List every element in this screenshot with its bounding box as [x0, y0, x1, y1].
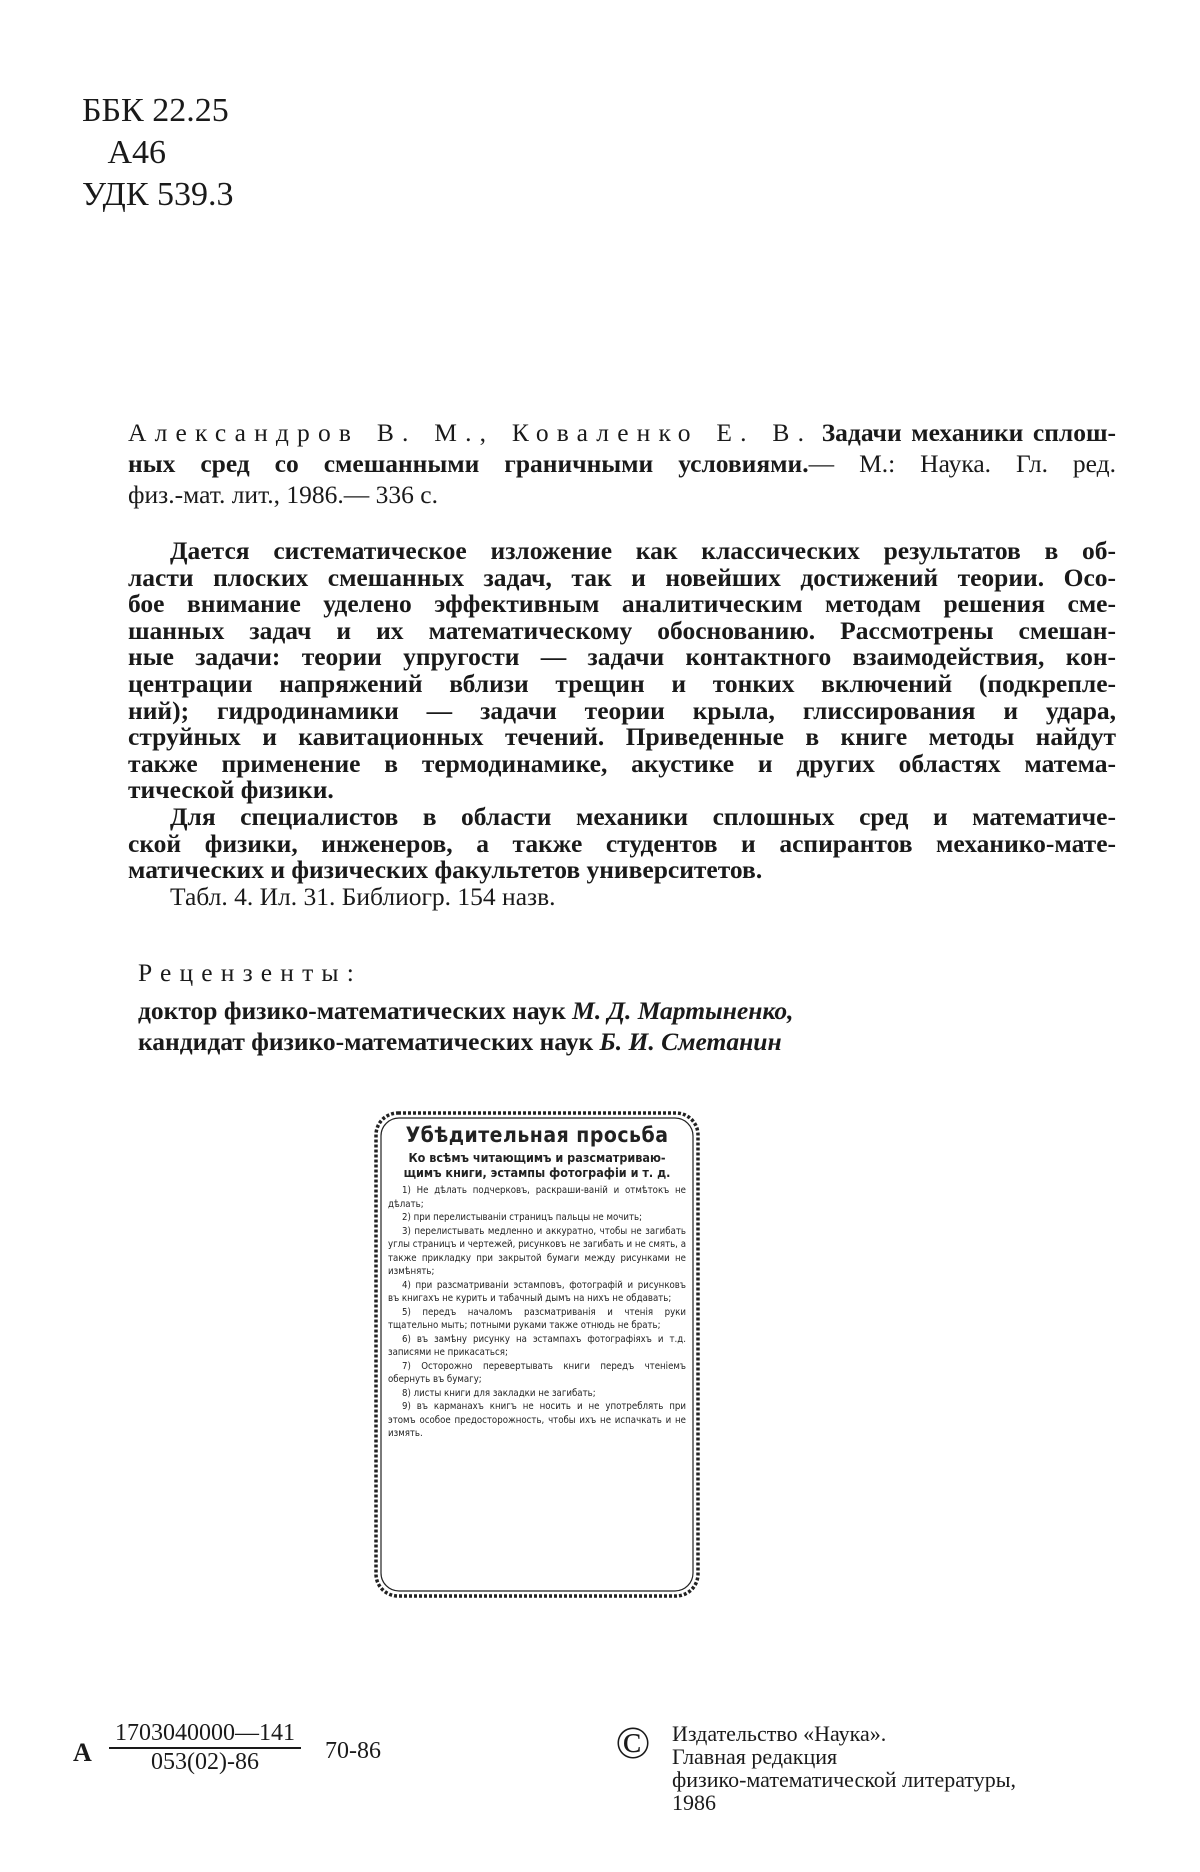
- author-mark: А46: [82, 134, 167, 171]
- annotation-line: бое внимание уделено эффективным аналитическим методам решения сме-: [128, 589, 1116, 619]
- book-title-part1: Задачи механики сплош-: [821, 418, 1117, 447]
- stamp-content: [382, 1119, 692, 1590]
- stamp-subtitle: [382, 1150, 692, 1180]
- bibliographic-record: [128, 417, 1116, 510]
- imprint-line3: физ.-мат. лит., 1986.— 336 с.: [128, 480, 438, 509]
- stamp-subtitle-line: щимъ книги, эстампы фотографіи и т. д.: [403, 1165, 671, 1180]
- stamp-item: 3) перелистывать медленно и аккуратно, чтобы не загибать углы страницъ и чертежей, рисунковъ не загибать и не смять, а также прикладку при закрытой бумаги между рисунками не измѣнять;: [388, 1225, 686, 1277]
- annotation-line: центрации напряжений вблизи трещин и тонких включений (подкрепле-: [128, 668, 1116, 698]
- annotation-line: шанных задач и их математическому обоснованию. Рассмотрены смешан-: [128, 615, 1116, 645]
- stamp-item: 2) при перелистываніи страницъ пальцы не мочить;: [402, 1212, 642, 1223]
- annotation-line: ний); гидродинамики — задачи теории крыла, глиссирования и удара,: [128, 695, 1116, 725]
- reviewer-2: [138, 1026, 793, 1057]
- stamp-item: 8) листы книги для закладки не загибать;: [402, 1387, 596, 1399]
- stamp-item: 9) въ карманахъ книгъ не носить и не употреблять при этомъ особое предосторожность, чтобы ихъ не испачкать и не измять.: [388, 1401, 686, 1439]
- stamp-item: 1) Не дѣлать подчерковъ, раскраши-ваній и отмѣтокъ не дѣлать;: [388, 1185, 686, 1210]
- stamp-item: 4) при разсматриваніи эстамповъ, фотографій и рисунковъ въ книгахъ не курить и табачный дымъ на нихъ не обдавать;: [388, 1279, 686, 1304]
- bibliography-stats: Табл. 4. Ил. 31. Библиогр. 154 назв.: [170, 881, 556, 911]
- reviewer-2-degree: кандидат физико-математических наук: [138, 1027, 600, 1056]
- annotation-line: ные задачи: теории упругости — задачи контактного взаимодействия, кон-: [128, 642, 1116, 672]
- audience-line: матических и физических факультетов университетов.: [128, 855, 763, 885]
- udk-code: УДК 539.3: [82, 176, 234, 213]
- reviewers-heading: Рецензенты:: [138, 958, 362, 987]
- authors: Александров В. М., Коваленко Е. В.: [128, 418, 813, 447]
- reviewer-1: [138, 995, 793, 1026]
- publisher-line: Главная редакция: [672, 1744, 838, 1769]
- index-letter: А: [73, 1738, 92, 1767]
- stamp-items: [388, 1184, 686, 1441]
- annotation-line: струйных и кавитационных течений. Приведенные в книге методы найдут: [128, 722, 1116, 752]
- reviewers-list: [138, 995, 793, 1057]
- index-denominator: 053(02)-86: [151, 1749, 259, 1775]
- annotation-line: Дается систематическое изложение как классических результатов в об-: [170, 536, 1116, 565]
- annotation-line: ласти плоских смешанных задач, так и новейших достижений теории. Осо-: [128, 562, 1116, 592]
- index-suffix: 70-86: [325, 1738, 381, 1764]
- stamp-item: 7) Осторожно перевертывать книги передъ чтеніемъ обернуть въ бумагу;: [388, 1360, 686, 1385]
- bbk-code: ББК 22.25: [82, 92, 229, 129]
- reviewer-2-name: Б. И. Сметанин: [599, 1027, 782, 1056]
- reviewer-1-degree: доктор физико-математических наук: [138, 996, 573, 1025]
- stamp-title: Убѣдительная просьба: [405, 1123, 669, 1147]
- stamp-item: 5) передъ началомъ разсматриванія и чтенія руки тщательно мыть; потными руками также отнюдь не брать;: [388, 1306, 686, 1331]
- book-title-part2: ных сред со смешанными граничными условиями.: [128, 449, 809, 478]
- annotation-line: также применение в термодинамике, акустике и других областях матема-: [128, 748, 1116, 778]
- copyright-icon: ©: [615, 1717, 651, 1768]
- index-fraction: [109, 1720, 301, 1776]
- audience-line: Для специалистов в области механики сплошных сред и математиче-: [170, 801, 1116, 831]
- audience-line: ской физики, инженеров, а также студентов и аспирантов механико-мате-: [128, 828, 1116, 858]
- publisher-line: физико-математической литературы,: [672, 1767, 1017, 1792]
- imprint-part1: — М.: Наука. Гл. ред.: [808, 449, 1116, 478]
- stamp-subtitle-line: Ко всѣмъ читающимъ и разсматриваю-: [408, 1150, 666, 1165]
- classification-codes: [82, 90, 234, 216]
- index-numerator: 1703040000—141: [109, 1720, 301, 1749]
- publisher-line: 1986: [672, 1790, 716, 1815]
- annotation: [128, 538, 1116, 910]
- reviewer-1-name: М. Д. Мартыненко,: [572, 996, 794, 1025]
- annotation-line: тической физики.: [128, 775, 334, 805]
- publisher-line: Издательство «Наука».: [672, 1721, 887, 1746]
- stamp-item: 6) въ замѣну рисунку на эстампахъ фотографіяхъ и т.д. записями не прикасаться;: [388, 1333, 686, 1358]
- publisher-imprint: [672, 1722, 1016, 1814]
- request-stamp: [370, 1107, 704, 1602]
